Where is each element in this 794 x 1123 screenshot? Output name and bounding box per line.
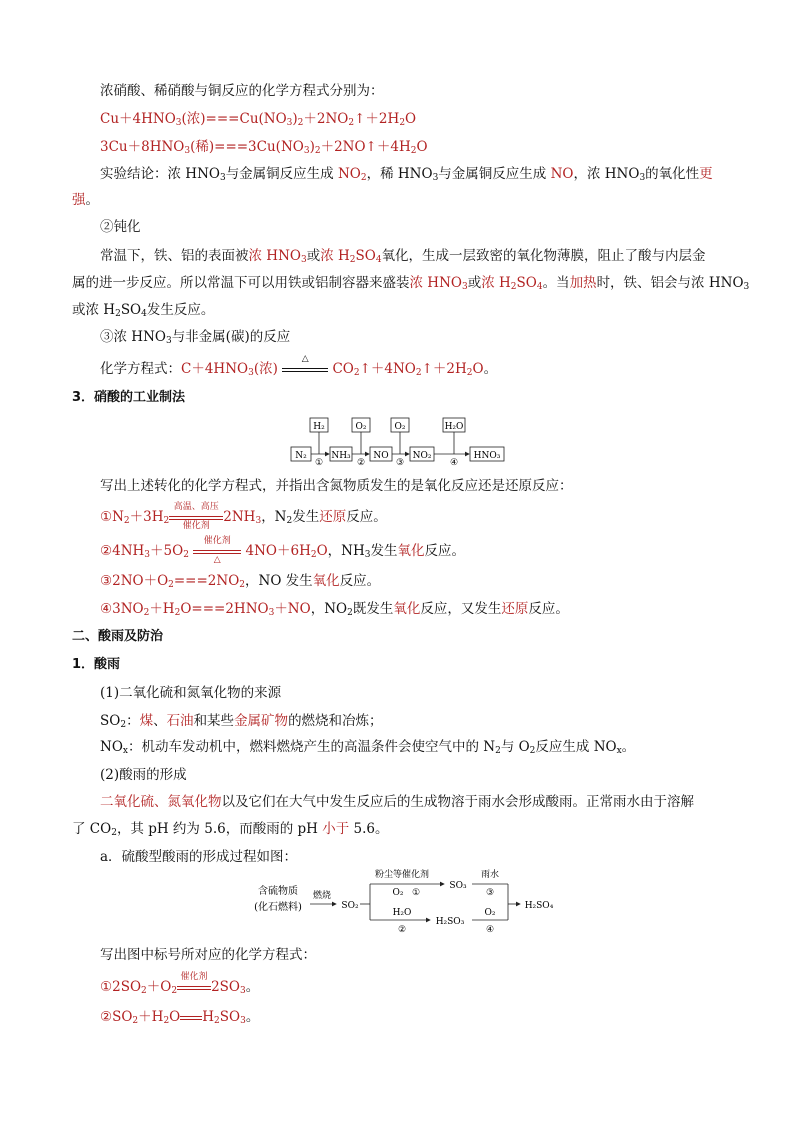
text-line: 实验结论：浓 $HNO_3$与金属铜反应生成 $NO_2$，稀 $HNO_3$与金属铜反应生成 NO，浓 $HNO_3$的氧化性更 [100, 166, 713, 183]
step-4: ④ [485, 925, 495, 935]
step-3: ③ [485, 888, 495, 898]
svg-text:O₂: O₂ [394, 422, 406, 432]
equation-no-oxidation: $③2NO+O_2===2NO_2$，NO 发生氧化反应。 [100, 573, 381, 590]
text-line: (2)酸雨的形成 [100, 767, 187, 783]
source-sub-label: (化石燃料) [254, 902, 302, 913]
burn-label: 燃烧 [312, 891, 332, 901]
node-no [370, 447, 392, 461]
text-line: 属的进一步反应。所以常温下可以用铁或铝制容器来盛装浓 $HNO_3$或浓 $H_2SO_4$。当加热时，铁、铝会与浓 $HNO_3$ [72, 275, 750, 292]
text-line: 写出上述转化的化学方程式，并指出含氮物质发生的是氧化反应还是还原反应： [100, 478, 573, 494]
step-1: ① [411, 888, 421, 898]
node-n2 [291, 447, 311, 461]
rain-label: 雨水 [480, 870, 500, 880]
svg-text:NH₃: NH₃ [331, 451, 351, 461]
section-heading-1: 1．酸雨 [72, 657, 121, 672]
text-line: (1)二氧化硫和氮氧化物的来源 [100, 685, 282, 701]
text-line: 了 $CO_2$，其 pH 约为 5.6，而酸雨的 pH 小于 5.6。 [72, 821, 389, 838]
equation-so2-oxidation: $①2SO_2+O_2$ 催化剂 $2SO_3$。 [100, 971, 260, 996]
text-line: 或浓 $H_2SO_4$发生反应。 [72, 302, 215, 319]
text-line: 写出图中标号所对应的化学方程式： [100, 947, 316, 963]
h2o-label: H₂O [392, 908, 412, 918]
h2so4-label: H₂SO₄ [524, 901, 554, 911]
node-hno3 [470, 447, 504, 461]
node-no2 [410, 447, 434, 461]
reagent-o2-a [352, 418, 370, 454]
svg-text:NO: NO [373, 451, 389, 461]
text-line: ③浓 $HNO_3$与非金属(碳)的反应 [100, 329, 291, 346]
so2-label: SO₂ [341, 901, 359, 911]
svg-text:NO₂: NO₂ [412, 451, 432, 461]
step-1: ① [314, 458, 324, 466]
equation-ammonia-synthesis: $①N_2+3H_2$ 高温、高压 催化剂 $2NH_3$，$N_2$发生还原反应。 [100, 501, 387, 531]
node-nh3 [330, 447, 352, 461]
text-line: 浓硝酸、稀硝酸与铜反应的化学方程式分别为： [100, 83, 384, 99]
acid-rain-formation-diagram [240, 868, 560, 944]
text-line: 常温下，铁、铝的表面被浓 $HNO_3$或浓 $H_2SO_4$氧化，生成一层致密的氧化物薄膜，阻止了酸与内层金 [100, 248, 706, 265]
svg-text:N₂: N₂ [295, 451, 307, 461]
step-2: ② [356, 458, 366, 466]
text-line: 二氧化硫、氮氧化物以及它们在大气中发生反应后的生成物溶于雨水会形成酸雨。正常雨水由于溶解 [100, 794, 694, 810]
step-3: ③ [395, 458, 405, 466]
reagent-h2 [310, 418, 328, 454]
equation-ammonia-oxidation: $②4NH_3+5O_2$ 催化剂 △ $4NO+6H_2O$，$NH_3$发生氧化反应。 [100, 535, 465, 565]
section-heading-3: 3．硝酸的工业制法 [72, 390, 186, 405]
equation-so2-water: $②SO_2+H_2O$ $H_2SO_3$。 [100, 1009, 260, 1026]
o2-label-2: O₂ [484, 908, 496, 918]
text-line: $SO_2$：煤、石油和某些金属矿物的燃烧和冶炼； [100, 713, 383, 730]
text-line: 强。 [72, 192, 99, 208]
svg-text:O₂: O₂ [355, 422, 367, 432]
so3-label: SO₃ [449, 881, 467, 891]
text-line: $NO_x$：机动车发动机中，燃料燃烧产生的高温条件会使空气中的 $N_2$与 $O_2$反应生成 $NO_x$。 [100, 739, 636, 756]
svg-text:H₂O: H₂O [444, 422, 464, 432]
reagent-h2o [443, 418, 465, 454]
equation-no2-water: $④3NO_2+H_2O===2HNO_3+NO$，$NO_2$既发生氧化反应，又发生还原反应。 [100, 601, 569, 618]
svg-text:H₂: H₂ [313, 422, 325, 432]
step-4: ④ [449, 458, 459, 466]
equation-conc-nitric-copper: $Cu+4HNO_3$(浓)$===Cu(NO_3)_2+2NO_2↑+2H_2O$ [100, 111, 417, 128]
equation-carbon-nitric: 化学方程式：$C+4HNO_3$(浓) △ $CO_2↑+4NO_2↑+2H_2O$。 [100, 353, 498, 378]
step-2: ② [397, 925, 407, 935]
h2so3-label: H₂SO₃ [435, 917, 465, 927]
section-heading-2: 二、酸雨及防治 [72, 629, 164, 644]
text-line: a．硫酸型酸雨的形成过程如图： [100, 849, 298, 865]
nitric-acid-process-diagram [288, 416, 510, 470]
svg-text:HNO₃: HNO₃ [473, 451, 501, 461]
source-label: 含硫物质 [258, 886, 298, 897]
reagent-o2-b [391, 418, 409, 454]
o2-label: O₂ [392, 888, 404, 898]
text-line: ②钝化 [100, 219, 141, 235]
equation-dilute-nitric-copper: $3Cu+8HNO_3$(稀)$===3Cu(NO_3)_2+2NO↑+4H_2O$ [100, 139, 428, 156]
dust-catalyst-label: 粉尘等催化剂 [374, 870, 430, 880]
